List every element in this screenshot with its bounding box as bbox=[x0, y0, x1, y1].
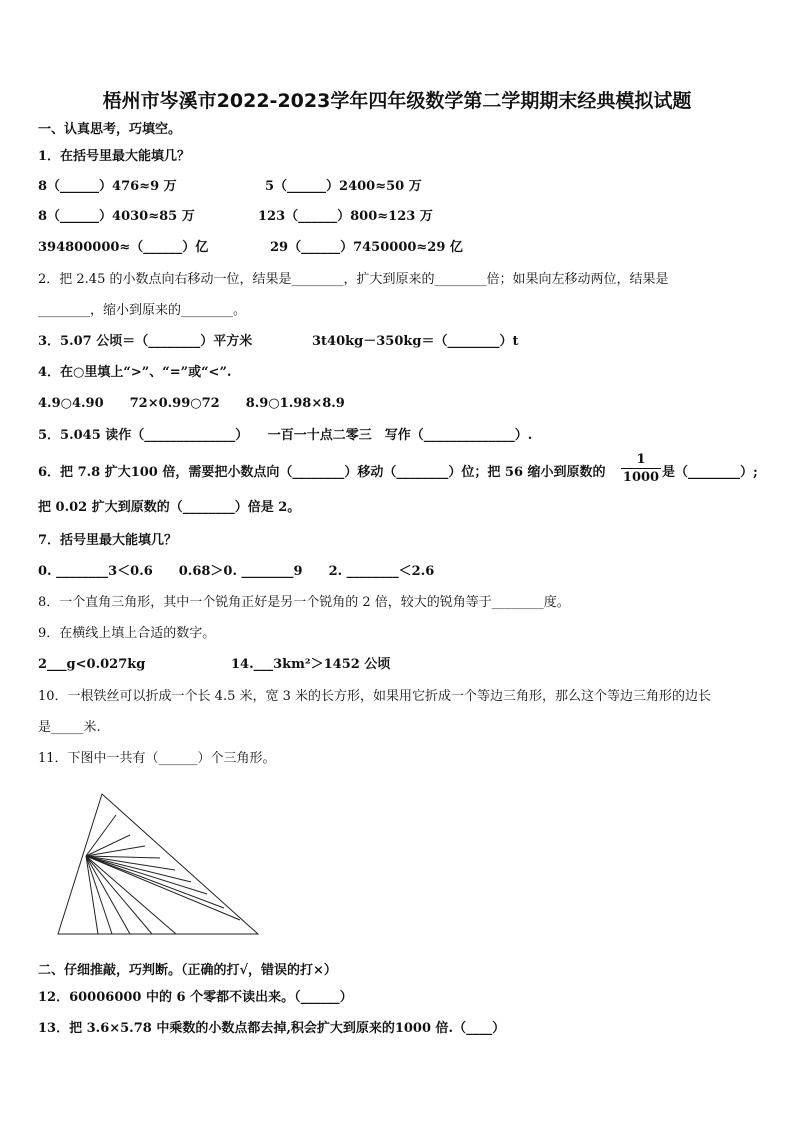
segment-2 bbox=[86, 835, 130, 856]
triangle-figure bbox=[52, 790, 262, 940]
q1-row3-right: 29（______）7450000≈29 亿 bbox=[270, 240, 463, 255]
question-8: 8．一个直角三角形，其中一个锐角正好是另一个锐角的 2 倍，较大的锐角等于________度。 bbox=[38, 595, 570, 610]
question-4-items: 4.9○4.90 72×0.99○72 8.9○1.98×8.9 bbox=[38, 396, 345, 411]
question-2-line1: 2．把 2.45 的小数点向右移动一位，结果是________，扩大到原来的________倍；如果向左移动两位，结果是 bbox=[38, 272, 669, 287]
question-6-fraction bbox=[621, 452, 661, 485]
question-9-right: 14.___3km²＞1452 公顷 bbox=[231, 657, 391, 672]
question-2-line2: ________，缩小到原来的________。 bbox=[38, 303, 247, 318]
question-9: 9．在横线上填上合适的数字。 bbox=[38, 626, 216, 641]
question-6-line1b: 是（________）; bbox=[662, 465, 758, 480]
question-13: 13．把 3.6×5.78 中乘数的小数点都去掉,积会扩大到原来的1000 倍.（____） bbox=[38, 1021, 506, 1036]
outer-triangle bbox=[58, 794, 258, 934]
question-7-items: 0. ________3＜0.6 0.68＞0. ________9 2. ________＜2.6 bbox=[38, 564, 435, 579]
question-11: 11．下图中一共有（______）个三角形。 bbox=[38, 751, 276, 766]
fraction-denominator: 1000 bbox=[622, 470, 660, 485]
q1-row1-right: 5（______）2400≈50 万 bbox=[265, 179, 422, 194]
question-4: 4．在○里填上“>”、“=”或“<”. bbox=[38, 365, 232, 380]
question-12: 12．60006000 中的 6 个零都不读出来。（______） bbox=[38, 990, 353, 1005]
section-2-heading: 二、仔细推敲，巧判断。（正确的打√，错误的打×） bbox=[38, 963, 337, 978]
fraction-numerator: 1 bbox=[621, 452, 661, 469]
segment-3 bbox=[86, 846, 145, 856]
question-9-left: 2___g<0.027kg bbox=[38, 657, 146, 672]
q1-row1-left: 8（______）476≈9 万 bbox=[38, 179, 177, 194]
question-5: 5．5.045 读作（______________） 一百一十点二零三 写作（______________）. bbox=[38, 428, 533, 443]
segment-8 bbox=[86, 856, 224, 908]
q1-row3-left: 394800000≈（______）亿 bbox=[38, 240, 209, 255]
segment-1 bbox=[86, 815, 116, 856]
q1-row2-right: 123（______）800≈123 万 bbox=[258, 209, 433, 224]
section-1-heading: 一、认真思考，巧填空。 bbox=[38, 122, 182, 137]
question-10-line1: 10．一根铁丝可以折成一个长 4.5 米，宽 3 米的长方形，如果用它折成一个等边三角形，那么这个等边三角形的边长 bbox=[38, 689, 712, 704]
page-title: 梧州市岑溪市2022-2023学年四年级数学第二学期期末经典模拟试题 bbox=[102, 90, 692, 112]
question-10-line2: 是_____米. bbox=[38, 720, 101, 735]
segment-9 bbox=[86, 856, 240, 920]
question-6-line1a: 6．把 7.8 扩大100 倍，需要把小数点向（________）移动（________）位；把 56 缩小到原数的 bbox=[38, 465, 606, 480]
question-6-line2: 把 0.02 扩大到原数的（________）倍是 2。 bbox=[38, 500, 301, 515]
q1-row2-left: 8（______）4030≈85 万 bbox=[38, 209, 195, 224]
question-3-left: 3．5.07 公顷＝（________）平方米 bbox=[38, 334, 253, 349]
question-7: 7．括号里最大能填几？ bbox=[38, 533, 178, 548]
question-3-right: 3t40kg－350kg＝（________）t bbox=[312, 334, 519, 349]
question-1: 1．在括号里最大能填几？ bbox=[38, 149, 191, 164]
